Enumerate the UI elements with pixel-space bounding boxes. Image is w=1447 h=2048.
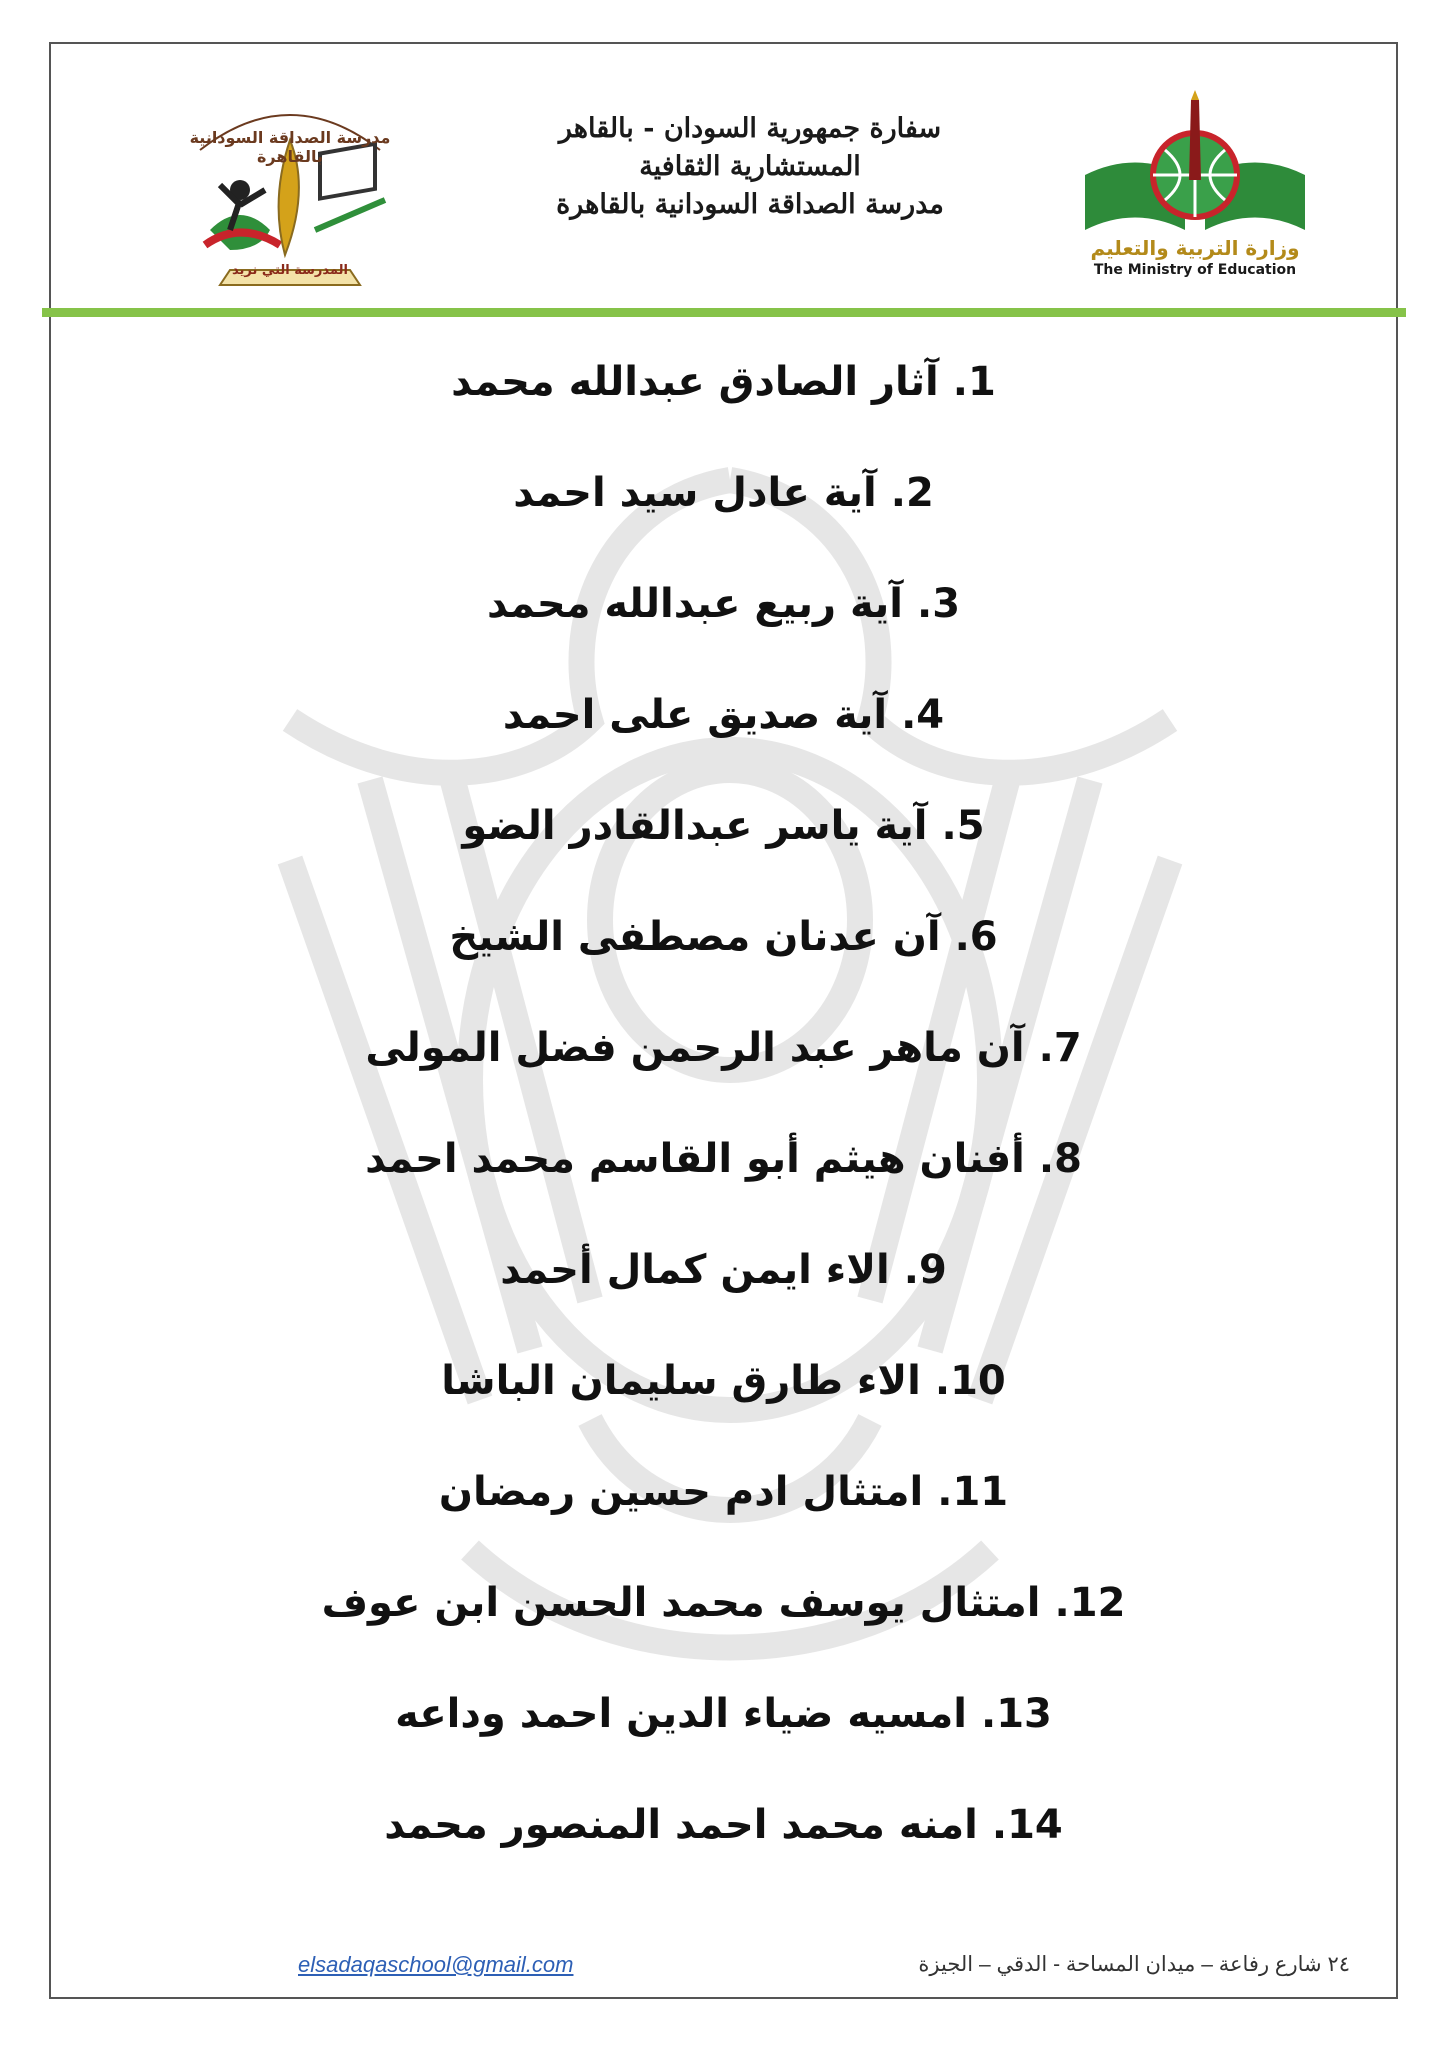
list-item: [120, 1354, 1327, 1465]
student-name: 8.أفنان هيثم أبو القاسم محمد احمد: [365, 1136, 1082, 1182]
letterhead-line-school: مدرسة الصداقة السودانية بالقاهرة: [556, 189, 944, 220]
student-name: 4.آية صديق على احمد: [502, 692, 945, 738]
student-name: 2.آية عادل سيد احمد: [513, 470, 934, 516]
student-name: 10.الاء طارق سليمان الباشا: [441, 1358, 1006, 1404]
student-name-list: [120, 355, 1327, 1909]
student-name: 14.امنه محمد احمد المنصور محمد: [384, 1802, 1063, 1848]
student-name: 5.آية ياسر عبدالقادر الضو: [462, 803, 985, 849]
school-logo-banner: المدرسة التي نريد: [232, 263, 348, 278]
letterhead-line-embassy: سفارة جمهورية السودان - بالقاهر: [558, 113, 942, 144]
list-item: [120, 1687, 1327, 1798]
list-item: [120, 577, 1327, 688]
student-name: 9.الاء ايمن كمال أحمد: [500, 1247, 947, 1293]
list-item: [120, 910, 1327, 1021]
list-item: [120, 1243, 1327, 1354]
student-name: 12.امتثال يوسف محمد الحسن ابن عوف: [321, 1580, 1126, 1626]
student-name: 7.آن ماهر عبد الرحمن فضل المولى: [365, 1025, 1082, 1071]
school-address: ٢٤ شارع رفاعة – ميدان المساحة - الدقي – الجيزة: [918, 1953, 1350, 1976]
list-item: [120, 799, 1327, 910]
student-name: 6.آن عدنان مصطفى الشيخ: [449, 914, 998, 960]
ministry-name-english: The Ministry of Education: [1093, 262, 1297, 278]
list-item: [120, 1021, 1327, 1132]
student-name: 3.آية ربيع عبدالله محمد: [486, 581, 961, 627]
letterhead-line-attache: المستشارية الثقافية: [639, 151, 861, 182]
school-email-link[interactable]: elsadaqaschool@gmail.com: [298, 1952, 574, 1977]
student-name: 1.آثار الصادق عبدالله محمد: [451, 359, 996, 405]
school-logo: [170, 80, 410, 290]
list-item: [120, 1798, 1327, 1909]
list-item: [120, 1465, 1327, 1576]
letterhead-title: [500, 110, 1000, 224]
ministry-name-arabic: وزارة التربية والتعليم: [1090, 236, 1300, 260]
list-item: [120, 1576, 1327, 1687]
header-divider: [42, 308, 1406, 317]
student-name: 11.امتثال ادم حسين رمضان: [438, 1469, 1009, 1515]
list-item: [120, 466, 1327, 577]
student-name: 13.امسيه ضياء الدين احمد وداعه: [395, 1691, 1052, 1737]
list-item: [120, 1132, 1327, 1243]
school-logo-caption: مدرسة الصداقة السودانية بالقاهرة: [189, 128, 391, 166]
list-item: [120, 688, 1327, 799]
list-item: [120, 355, 1327, 466]
